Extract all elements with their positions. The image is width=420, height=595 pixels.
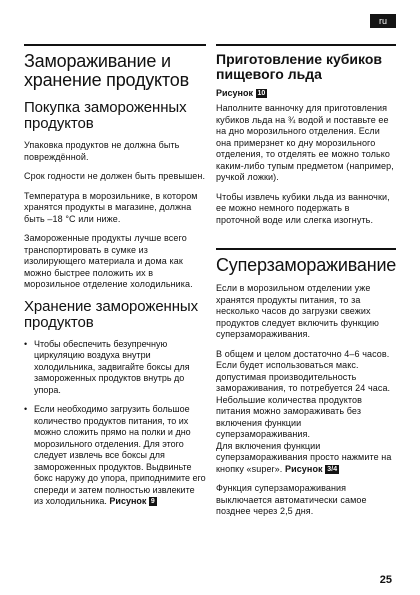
right-column-super	[216, 248, 396, 526]
super-paragraph	[216, 441, 396, 476]
ice-paragraph: Чтобы извлечь кубики льда из ванночки, ее можно немного подержать в проточной воде или слегка изогнуть.	[216, 191, 390, 225]
purchase-paragraph: Срок годности не должен быть превышен.	[24, 171, 206, 181]
super-heading: Суперзамораживание	[216, 255, 397, 275]
ice-paragraph: Наполните ванночку для приготовления кубиков льда на ¾ водой и поставьте ее на дно морозильного отделения. Если она примерзнет ко дну морозильного отделения, то отделять ее можно только каким-либо тупым предметом (например, ручкой ложки).	[216, 103, 394, 182]
figure-number-badge: 9	[150, 498, 155, 505]
purchase-paragraph: Упаковка продуктов не должна быть повреждённой.	[24, 140, 180, 162]
ice-heading: Приготовление кубиков пищевого льда	[216, 51, 382, 82]
figure-number-badge: 10	[257, 90, 266, 97]
purchase-paragraph: Температура в морозильнике, в котором хранятся продукты в магазине, должна быть –18 °C или ниже.	[24, 190, 198, 224]
section-rule	[216, 248, 396, 250]
list-item	[24, 404, 206, 508]
section-rule	[216, 44, 396, 46]
list-item	[24, 339, 206, 397]
super-paragraph: Если в морозильном отделении уже хранятся продукты питания, то за несколько часов до загрузки свежих продуктов следует включить функцию суперзамораживания.	[216, 283, 380, 339]
figure-number-badge: 3/4	[327, 465, 338, 473]
page-number: 25	[379, 574, 392, 586]
main-title: Замораживание и хранение продуктов	[24, 51, 189, 90]
left-column	[24, 44, 206, 516]
language-badge: ru	[370, 14, 396, 28]
figure-label: Рисунок	[109, 496, 147, 506]
storage-list	[24, 339, 206, 508]
list-item-text: Если необходимо загрузить большое количество продуктов питания, то их можно сложить прямо на полки и дно морозильного отделения. Для этого следует извлечь все боксы для замороженных продуктов. Выдвиньте бокс наружу до упора, приподнимите его спереди и затем полностью извлеките из холодильника.	[34, 404, 206, 506]
list-item-text: Чтобы обеспечить безупречную циркуляцию воздуха внутри холодильника, задвигайте боксы для замороженных продуктов внутрь до упора.	[34, 338, 190, 395]
right-column-ice	[216, 44, 396, 234]
purchase-paragraph: Замороженные продукты лучше всего транспортировать в сумке из изолирующего материала и дома как можно быстрее положить их в морозильное отделение холодильника.	[24, 233, 193, 289]
ice-figure-line	[216, 88, 396, 99]
storage-heading: Хранение замороженных продуктов	[24, 297, 199, 331]
super-paragraph: В общем и целом достаточно 4–6 часов. Если будет использоваться макс. допустимая производительность замораживания, то потребуется 24 часа. Небольшие количества продуктов питания можно замораживать без включения функции суперзамораживания.	[216, 348, 391, 439]
super-paragraph-text: Для включения функции суперзамораживания просто нажмите на кнопку «super».	[216, 440, 392, 474]
figure-label: Рисунок	[284, 463, 323, 474]
section-rule	[24, 44, 206, 46]
super-paragraph: Функция суперзамораживания выключается автоматически самое позднее через 2,5 дня.	[216, 483, 367, 516]
figure-label: Рисунок	[216, 88, 253, 98]
purchase-heading: Покупка замороженных продуктов	[24, 99, 187, 132]
